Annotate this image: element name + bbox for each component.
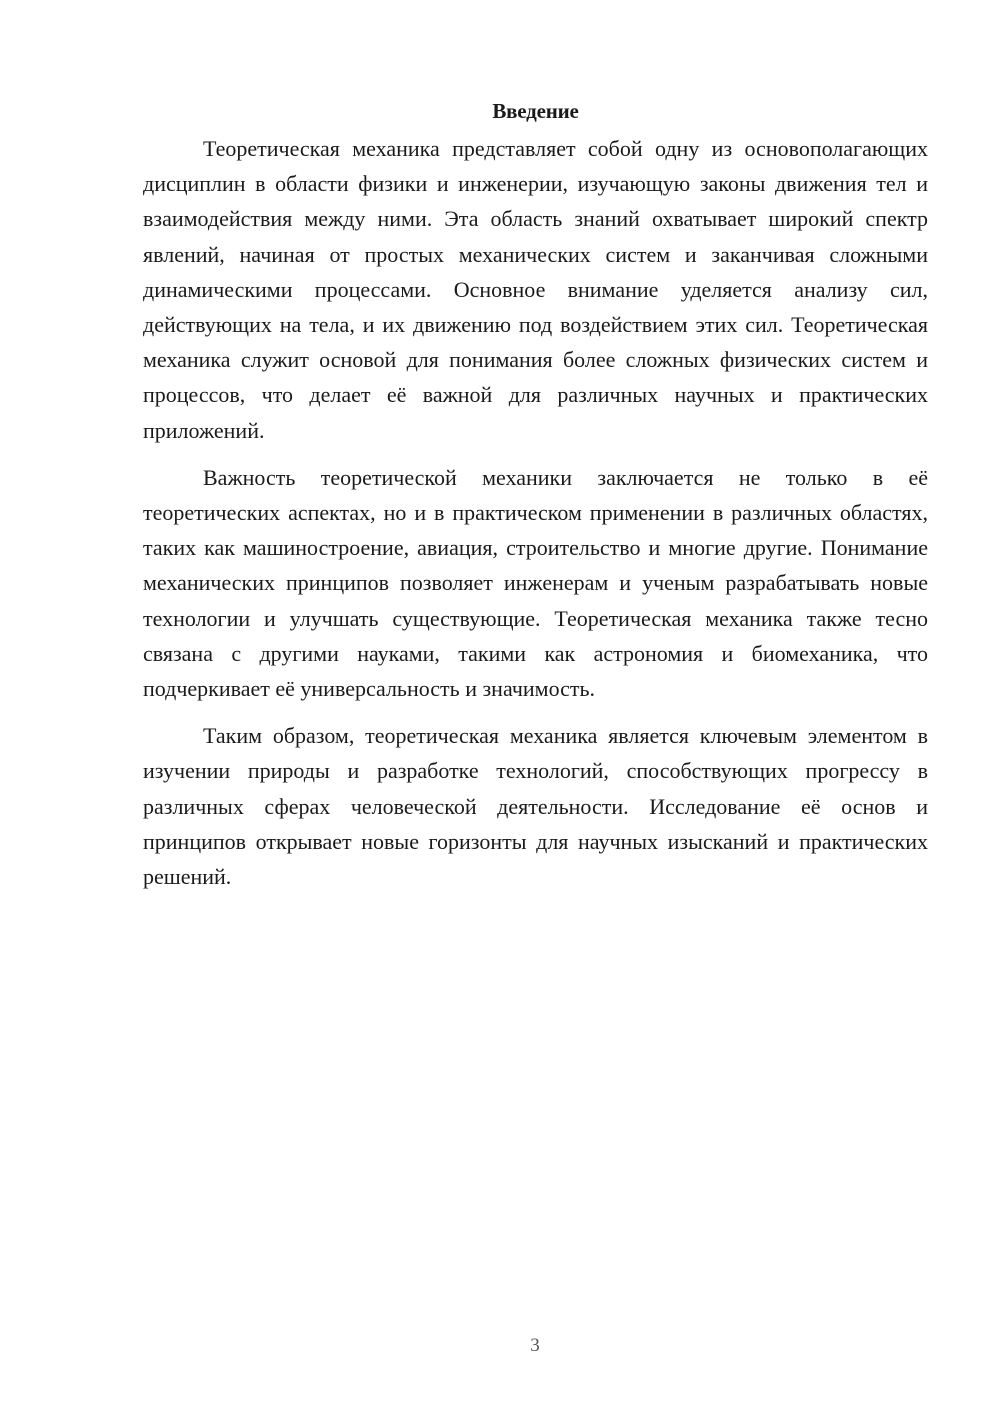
section-heading: Введение	[492, 99, 579, 123]
paragraph-2: Важность теоретической механики заключается не только в её теоретических аспектах, но и в практическом применении в различных областях, таких как машиностроение, авиация, строительство и многие другие. Понимание механических принципов позволяет инженерам и ученым разрабатывать новые технологии и улучшать существующие. Теоретическая механика также тесно связана с другими науками, такими как астрономия и биомеханика, что подчеркивает её универсальность и значимость.	[143, 464, 928, 702]
page-number: 3	[530, 1335, 540, 1356]
paragraph-3: Таким образом, теоретическая механика является ключевым элементом в изучении природы и разработке технологий, способствующих прогрессу в различных сферах человеческой деятельности. Исследование её основ и принципов открывает новые горизонты для научных изысканий и практических решений.	[143, 723, 928, 890]
paragraph-1: Теоретическая механика представляет собой одну из основополагающих дисциплин в области физики и инженерии, изучающую законы движения тел и взаимодействия между ними. Эта область знаний охватывает широкий спектр явлений, начиная от простых механических систем и заканчивая сложными динамическими процессами. Основное внимание уделяется анализу сил, действующих на тела, и их движению под воздействием этих сил. Теоретическая механика служит основой для понимания более сложных физических систем и процессов, что делает её важной для различных научных и практических приложений.	[143, 136, 928, 443]
page-content	[143, 96, 928, 906]
